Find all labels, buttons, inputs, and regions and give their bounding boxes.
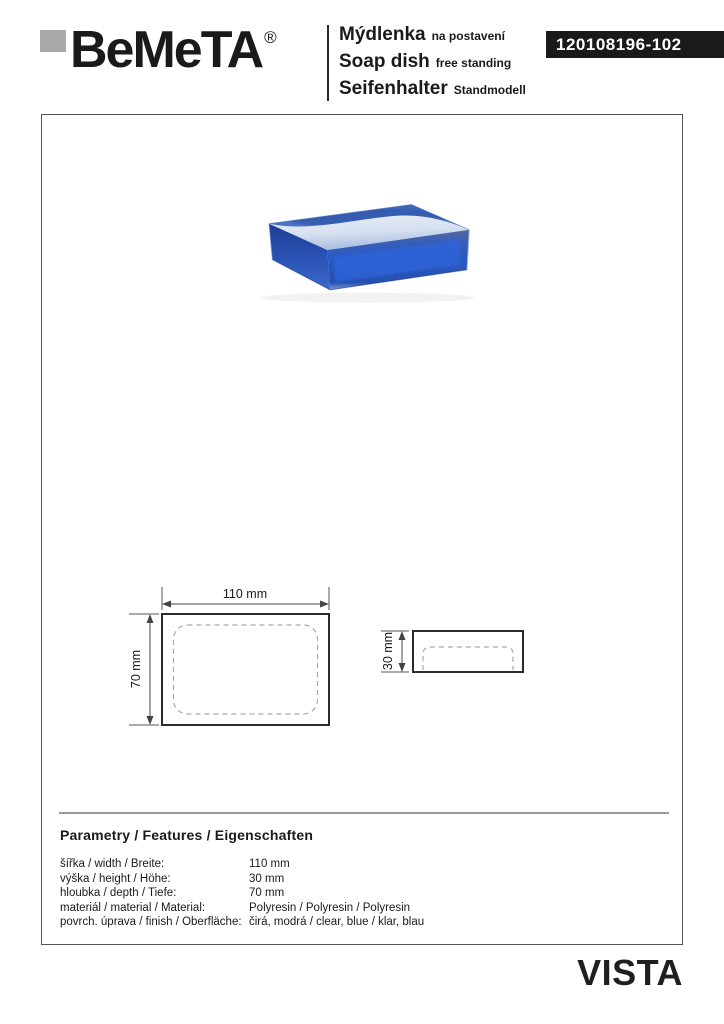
dimension-depth-label: 70 mm — [129, 649, 143, 689]
title-czech-sub: na postavení — [431, 29, 505, 43]
param-value-finish: čirá, modrá / clear, blue / klar, blau — [249, 916, 425, 929]
parameters-divider — [59, 812, 669, 814]
brand-name: BeMeTA — [70, 21, 263, 79]
title-german — [339, 78, 526, 100]
registered-trademark-icon: ® — [264, 28, 277, 47]
product-photo-soap-dish — [151, 181, 571, 411]
technical-drawing-side-view — [381, 631, 523, 672]
param-value-height: 30 mm — [249, 872, 285, 885]
param-label-material: materiál / material / Material: — [60, 901, 206, 914]
series-name: VISTA — [577, 952, 683, 993]
title-german-sub: Standmodell — [453, 83, 526, 97]
title-czech — [339, 24, 526, 46]
param-label-width: šířka / width / Breite: — [60, 858, 165, 870]
title-english-sub: free standing — [435, 56, 512, 70]
product-titles — [339, 24, 526, 100]
param-value-material: Polyresin / Polyresin / Polyresin — [249, 901, 411, 914]
product-code-badge: 120108196-102 — [546, 31, 724, 58]
param-value-depth: 70 mm — [249, 887, 285, 900]
title-english-main: Soap dish — [339, 51, 430, 72]
header-vertical-divider — [327, 25, 329, 101]
technical-drawings — [111, 576, 551, 741]
title-english — [339, 51, 526, 73]
brand-logo — [40, 21, 277, 79]
param-label-height: výška / height / Höhe: — [60, 872, 171, 885]
param-label-depth: hloubka / depth / Tiefe: — [60, 887, 177, 900]
content-frame — [41, 114, 683, 945]
logo-square-icon — [40, 30, 66, 52]
parameters-table — [60, 858, 424, 928]
title-czech-main: Mýdlenka — [339, 24, 426, 45]
parameters-heading: Parametry / Features / Eigenschaften — [60, 827, 314, 843]
param-label-finish: povrch. úprava / finish / Oberfläche: — [60, 916, 242, 929]
dimension-height-label: 30 mm — [381, 631, 395, 671]
technical-drawing-top-view — [129, 587, 329, 725]
param-value-width: 110 mm — [249, 858, 290, 870]
dimension-width-label: 110 mm — [222, 587, 268, 601]
title-german-main: Seifenhalter — [339, 78, 448, 99]
